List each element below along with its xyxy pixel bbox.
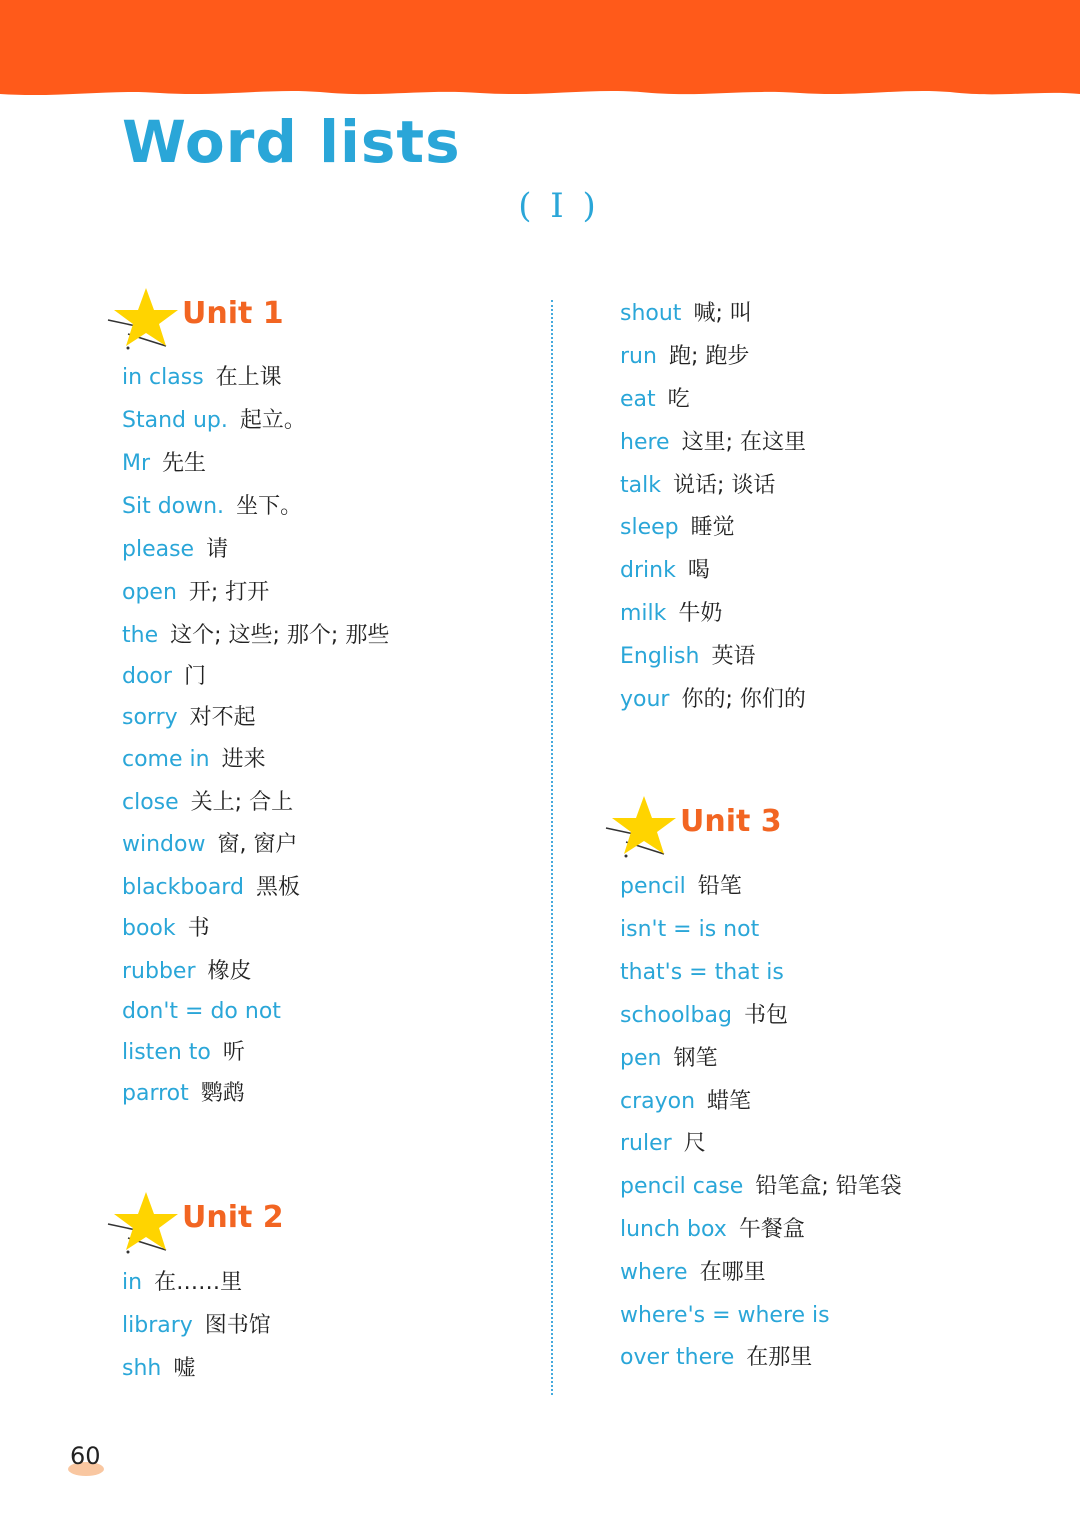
english-word: Mr [122, 451, 151, 476]
chinese-meaning: 英语 [711, 644, 756, 669]
word-entry [122, 622, 389, 650]
english-word: book [122, 916, 176, 941]
chinese-meaning: 喊; 叫 [693, 301, 752, 326]
word-entry [620, 1088, 751, 1116]
word-entry [620, 873, 742, 901]
page-number: 60 [70, 1442, 101, 1470]
english-word: isn't = is not [620, 917, 760, 942]
english-word: sleep [620, 515, 679, 540]
word-entry [122, 1039, 245, 1067]
word-entry [122, 364, 282, 392]
word-entry [620, 514, 735, 542]
english-word: rubber [122, 959, 196, 984]
word-entry [620, 686, 806, 714]
word-entry [620, 916, 771, 944]
english-word: where [620, 1260, 688, 1285]
chinese-meaning: 蜡笔 [707, 1089, 752, 1114]
english-word: English [620, 644, 700, 669]
chinese-meaning: 对不起 [189, 705, 256, 730]
chinese-meaning: 书包 [743, 1003, 788, 1028]
unit-1-heading [106, 286, 366, 350]
chinese-meaning: 在……里 [154, 1270, 243, 1295]
unit-label: Unit 3 [680, 804, 782, 839]
chinese-meaning: 起立。 [239, 408, 306, 433]
chinese-meaning: 嘘 [173, 1356, 196, 1381]
chinese-meaning: 在上课 [215, 365, 282, 390]
english-word: ruler [620, 1131, 672, 1156]
english-word: sorry [122, 705, 178, 730]
chinese-meaning: 听 [222, 1040, 245, 1065]
chinese-meaning: 门 [183, 664, 206, 689]
chinese-meaning: 鹦鹉 [200, 1081, 245, 1106]
chinese-meaning: 喝 [687, 558, 710, 583]
chinese-meaning: 请 [206, 537, 229, 562]
english-word: pen [620, 1046, 662, 1071]
word-entry [620, 472, 775, 500]
english-word: Sit down. [122, 494, 225, 519]
word-entry [620, 600, 722, 628]
word-entry [122, 1269, 242, 1297]
chinese-meaning: 图书馆 [204, 1313, 271, 1338]
word-entry [620, 1344, 812, 1372]
word-entry [122, 493, 302, 521]
english-word: blackboard [122, 875, 244, 900]
chinese-meaning: 牛奶 [678, 601, 723, 626]
english-word: that's = that is [620, 960, 784, 985]
star-icon [604, 794, 680, 858]
word-entry [620, 343, 749, 371]
chinese-meaning: 睡觉 [690, 515, 735, 540]
english-word: milk [620, 601, 667, 626]
word-entry [620, 1259, 766, 1287]
english-word: eat [620, 387, 656, 412]
english-word: schoolbag [620, 1003, 732, 1028]
chinese-meaning: 你的; 你们的 [681, 687, 806, 712]
chinese-meaning: 关上; 合上 [190, 790, 294, 815]
english-word: run [620, 344, 657, 369]
chinese-meaning: 开; 打开 [188, 580, 270, 605]
chinese-meaning: 橡皮 [207, 959, 252, 984]
chinese-meaning: 书 [187, 916, 210, 941]
english-word: listen to [122, 1040, 211, 1065]
english-word: crayon [620, 1089, 696, 1114]
english-word: shh [122, 1356, 162, 1381]
word-entry [620, 1130, 706, 1158]
unit-label: Unit 1 [182, 296, 284, 331]
word-entry [122, 450, 206, 478]
english-word: pencil [620, 874, 686, 899]
top-color-band [0, 0, 1080, 104]
english-word: in class [122, 365, 204, 390]
chinese-meaning: 黑板 [255, 875, 300, 900]
word-entry [620, 1173, 902, 1201]
word-entry [122, 789, 293, 817]
word-entry [122, 579, 269, 607]
word-entry [122, 407, 306, 435]
english-word: your [620, 687, 670, 712]
word-entry [620, 557, 710, 585]
english-word: lunch box [620, 1217, 727, 1242]
chinese-meaning: 进来 [221, 747, 266, 772]
english-word: please [122, 537, 195, 562]
word-entry [122, 663, 206, 691]
word-entry [122, 704, 256, 732]
english-word: close [122, 790, 179, 815]
word-entry [122, 874, 300, 902]
english-word: pencil case [620, 1174, 744, 1199]
english-word: library [122, 1313, 193, 1338]
english-word: the [122, 623, 159, 648]
word-entry [620, 1216, 805, 1244]
page-subtitle: ( I ) [518, 186, 600, 226]
word-entry [620, 300, 752, 328]
star-icon [106, 286, 182, 350]
english-word: drink [620, 558, 676, 583]
star-icon [106, 1190, 182, 1254]
column-divider [551, 300, 553, 1395]
word-entry [620, 959, 796, 987]
english-word: parrot [122, 1081, 189, 1106]
english-word: Stand up. [122, 408, 228, 433]
chinese-meaning: 铅笔 [697, 874, 742, 899]
word-entry [620, 1045, 717, 1073]
english-word: don't = do not [122, 999, 281, 1024]
english-word: where's = where is [620, 1303, 830, 1328]
english-word: door [122, 664, 172, 689]
word-entry [122, 1355, 195, 1383]
word-entry [122, 998, 293, 1026]
english-word: in [122, 1270, 143, 1295]
english-word: over there [620, 1345, 735, 1370]
chinese-meaning: 跑; 跑步 [668, 344, 750, 369]
chinese-meaning: 这里; 在这里 [681, 430, 806, 455]
word-entry [620, 1302, 842, 1330]
english-word: open [122, 580, 177, 605]
chinese-meaning: 尺 [683, 1131, 706, 1156]
page-title: Word lists [122, 108, 461, 176]
chinese-meaning: 先生 [162, 451, 207, 476]
chinese-meaning: 这个; 这些; 那个; 那些 [170, 623, 390, 648]
unit-2-heading [106, 1190, 366, 1254]
word-entry [620, 429, 806, 457]
word-entry [122, 915, 210, 943]
english-word: window [122, 832, 206, 857]
english-word: come in [122, 747, 210, 772]
word-entry [620, 643, 755, 671]
english-word: shout [620, 301, 682, 326]
unit-3-heading [604, 794, 864, 858]
chinese-meaning: 在那里 [746, 1345, 813, 1370]
chinese-meaning: 吃 [667, 387, 690, 412]
chinese-meaning: 午餐盒 [738, 1217, 805, 1242]
chinese-meaning: 坐下。 [236, 494, 303, 519]
word-entry [620, 1002, 788, 1030]
chinese-meaning: 铅笔盒; 铅笔袋 [755, 1174, 902, 1199]
word-entry [620, 386, 690, 414]
chinese-meaning: 钢笔 [673, 1046, 718, 1071]
chinese-meaning: 说话; 谈话 [672, 473, 776, 498]
chinese-meaning: 在哪里 [699, 1260, 766, 1285]
unit-label: Unit 2 [182, 1200, 284, 1235]
english-word: here [620, 430, 670, 455]
word-entry [122, 536, 228, 564]
word-entry [122, 746, 266, 774]
chinese-meaning: 窗, 窗户 [217, 832, 298, 857]
word-entry [122, 958, 252, 986]
word-entry [122, 831, 297, 859]
word-entry [122, 1080, 245, 1108]
english-word: talk [620, 473, 661, 498]
word-entry [122, 1312, 271, 1340]
